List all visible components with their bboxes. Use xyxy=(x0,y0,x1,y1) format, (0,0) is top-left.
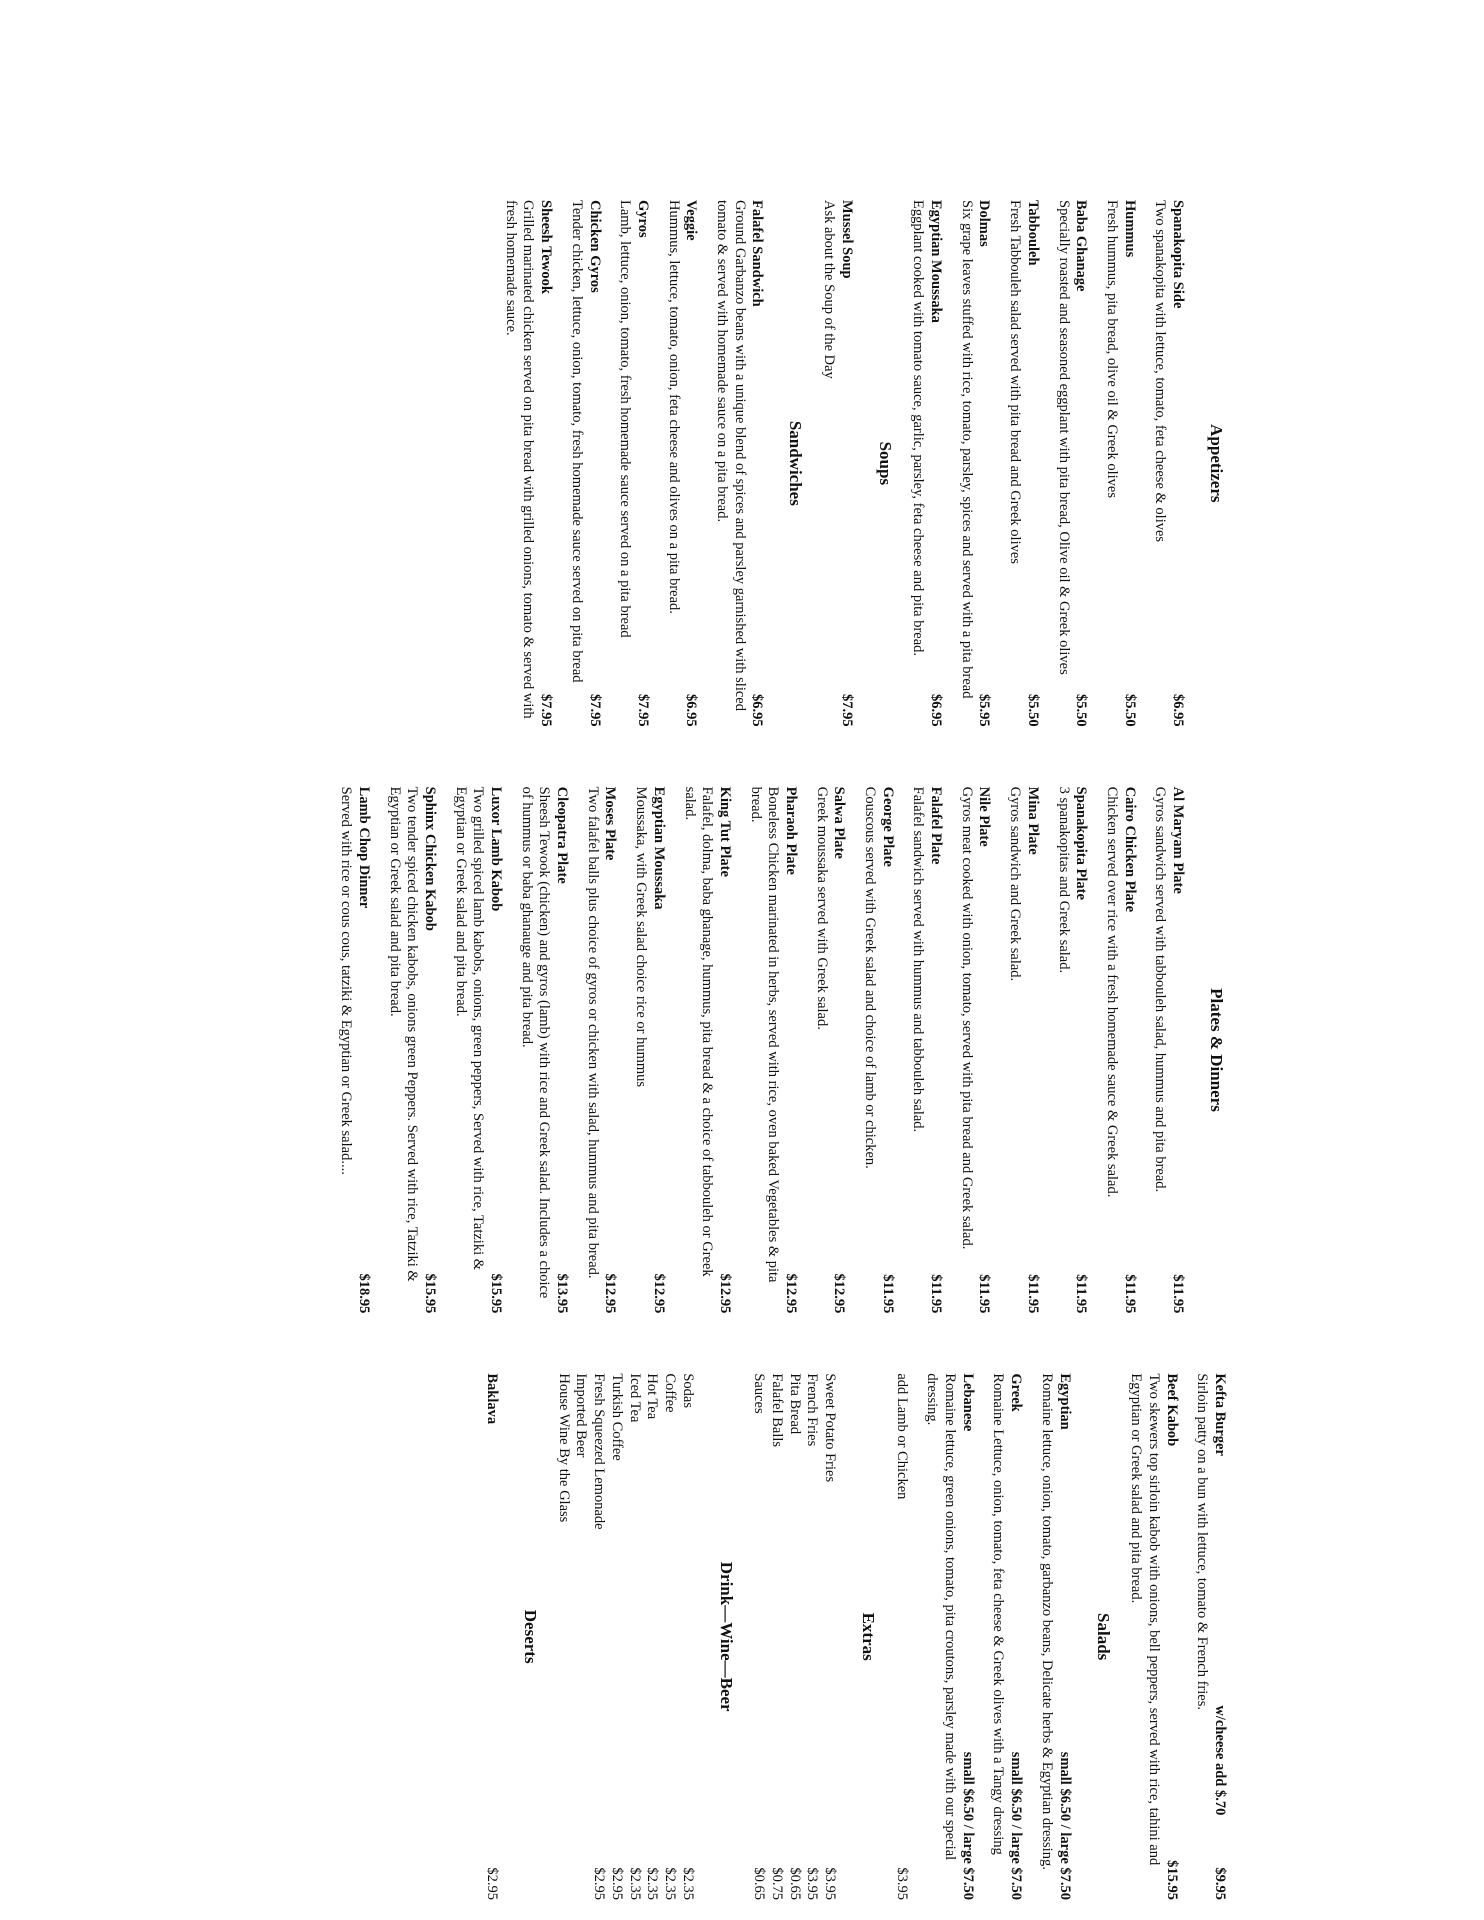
menu-item-description: Two tender spiced chicken kabobs, onions green Peppers. Served with rice, Tatziki & Egyptian or Greek salad and pita bread. xyxy=(386,786,421,1282)
list-item-price: $3.95 xyxy=(804,1867,821,1901)
list-item-price: $2.95 xyxy=(591,1867,608,1901)
menu-item-header xyxy=(682,200,700,727)
menu-item-name: Luxor Lamb Kabob xyxy=(488,786,505,912)
menu-item-header xyxy=(958,1373,976,1900)
salads-list xyxy=(923,1373,1073,1900)
menu-item-note: w/cheese add $.70 xyxy=(1212,1705,1228,1816)
menu-item-description: Chicken served over rice with a fresh homemade sauce & Greek salad. xyxy=(1103,786,1120,1198)
extras-list xyxy=(750,1373,838,1900)
menu-item-description: Two skewers top sirloin kabob with onions, bell peppers, served with rice, tahini and Egyptian or Greek salad and pita bread. xyxy=(1128,1373,1162,1866)
menu-item-price: $7.95 xyxy=(838,694,855,727)
menu-item-name: George Plate xyxy=(879,786,896,867)
menu-item-name: Chicken Gyros xyxy=(586,200,603,293)
menu-item-header xyxy=(975,787,993,1314)
salad-addon-label: add Lamb or Chicken xyxy=(893,1373,910,1500)
menu-item-name: Egyptian Moussaka xyxy=(928,200,945,323)
menu-item-header xyxy=(837,200,855,727)
menu-item-price: $6.95 xyxy=(683,694,700,727)
menu-item-name: Falafel Sandwich xyxy=(749,200,766,307)
menu-item xyxy=(517,787,570,1314)
menu-item-description: Falafel sandwich served with hummus and tabbouleh salad. xyxy=(910,786,927,1133)
menu-item-price: $11.95 xyxy=(1073,1274,1090,1314)
menu-item xyxy=(1054,787,1089,1314)
menu-item-description: Ground Garbanzo beans with a unique blend of spices and parsley garnished with sliced tomato & served with homemade sauce on a pita bread. xyxy=(714,200,748,711)
menu-item-name: Spanakopita Plate xyxy=(1073,786,1090,900)
menu-item-header xyxy=(748,200,766,727)
list-item-price: $3.95 xyxy=(822,1867,839,1901)
menu-item xyxy=(989,1373,1024,1900)
menu-item xyxy=(1006,200,1041,727)
extras-heading: Extras xyxy=(859,1612,879,1661)
menu-item-price: $7.95 xyxy=(586,694,603,727)
menu-item-name: Salwa Plate xyxy=(831,786,848,859)
menu-item-description: Two grilled spiced lamb kabobs, onions, green peppers, Served with rice, Tatziki & Egyptian or Greek salad and pita bread. xyxy=(452,786,487,1271)
list-item-price: $2.35 xyxy=(661,1867,678,1901)
menu-item-name: Pharaoh Plate xyxy=(783,786,799,875)
list-item xyxy=(554,1373,572,1900)
menu-item-description: Gyros meat cooked with onion, tomato, served with pita bread and Greek salad. xyxy=(958,786,975,1250)
menu-item-header xyxy=(878,787,896,1314)
menu-item xyxy=(385,787,438,1314)
menu-item-header xyxy=(1072,200,1090,727)
menu-item-description: Hummus, lettuce, tomato, onion, feta cheese and olives on a pita bread. xyxy=(665,200,682,614)
menu-item xyxy=(712,200,765,727)
list-item xyxy=(482,1373,500,1900)
menu-item-name: Dolmas xyxy=(976,200,993,247)
menu-item-name: Moses Plate xyxy=(602,786,619,861)
menu-item-price: $9.95 xyxy=(1212,1867,1228,1901)
menu-item-description: Fresh hummus, pita bread, olive oil & Greek olives xyxy=(1103,200,1120,499)
deserts-list xyxy=(482,1373,500,1900)
menu-item-header xyxy=(1072,787,1090,1314)
menu-item-description: Greek moussaka served with Greek salad. xyxy=(813,786,830,1030)
menu-item-description: Eggplant cooked with tomato sauce, garlic, parsley, feta cheese and pita bread. xyxy=(910,200,927,657)
menu-item-header xyxy=(1055,1373,1073,1900)
menu-item-description: Romaine lettuce, onion, tomato, garbanzo beans, Delicate herbs & Egyptian dressing. xyxy=(1038,1373,1055,1870)
menu-item-description: Grilled marinated chicken served on pita bread with grilled onions, tomato & served with fresh homemade sauce. xyxy=(502,200,537,719)
menu-item-price: small $6.50 / large $7.50 xyxy=(959,1751,976,1901)
menu-item xyxy=(664,200,699,727)
list-item-price: $2.95 xyxy=(608,1867,625,1901)
list-item xyxy=(625,1373,643,1900)
menu-item-name: Hummus xyxy=(1121,200,1138,258)
sandwiches-list xyxy=(501,200,765,727)
menu-item-price: $5.50 xyxy=(1121,694,1138,727)
list-item-label: Fresh Squeezed Lemonade xyxy=(591,1373,608,1530)
menu-item-header xyxy=(830,787,848,1314)
menu-item xyxy=(1127,1373,1180,1900)
menu-item-name: King Tut Plate xyxy=(716,786,733,877)
menu-item-price: $15.95 xyxy=(488,1273,505,1314)
menu-item-price: $11.95 xyxy=(879,1274,896,1314)
menu-item-description: Gyros sandwich and Greek salad. xyxy=(1007,786,1024,982)
menu-item-description: Served with rice or cous cous, tatziki & Egyptian or Greek salad.... xyxy=(338,786,355,1175)
menu-item-price: $12.95 xyxy=(783,1273,799,1314)
menu-item-header xyxy=(1023,200,1041,727)
menu-item-price: $6.95 xyxy=(1170,694,1186,727)
list-item-label: Iced Tea xyxy=(626,1373,643,1423)
menu-item-description: Sirloin patty on a bun with lettuce, tomato & French fries. xyxy=(1194,1373,1211,1711)
menu-item-price: $18.95 xyxy=(355,1273,372,1314)
menu-item-description: Two falafel balls plus choice of gyros or chicken with salad, hummus and pita bread. xyxy=(584,786,601,1279)
menu-item-name: Nile Plate xyxy=(976,786,993,847)
list-item-label: Falafel Balls xyxy=(769,1373,785,1448)
column-salads-extras-drinks xyxy=(180,1373,1240,1900)
list-item xyxy=(767,1373,785,1900)
menu-item-header xyxy=(649,787,667,1314)
menu-item xyxy=(909,787,944,1314)
menu-item-header xyxy=(1007,1373,1025,1900)
menu-item-price: $12.95 xyxy=(831,1273,848,1314)
menu-item xyxy=(1151,787,1186,1314)
menu-item-description: Romaine Lettuce, onion, tomato, feta cheese & Greek olives with a Tangy dressing xyxy=(990,1373,1007,1855)
list-item xyxy=(643,1373,661,1900)
menu-item xyxy=(923,1373,976,1900)
drinks-heading: Drink—Wine—Beer xyxy=(716,1561,736,1712)
menu-item-header xyxy=(633,200,651,727)
menu-item-name: Lebanese xyxy=(959,1373,976,1432)
menu-item-price: $11.95 xyxy=(928,1274,945,1314)
menu-item xyxy=(860,787,895,1314)
menu-item-header xyxy=(715,787,733,1314)
menu-item-header xyxy=(1162,1373,1180,1900)
menu-item xyxy=(957,200,992,727)
menu-item-name: Tabbouleh xyxy=(1024,200,1041,266)
list-item-label: Turkish Coffee xyxy=(608,1373,625,1461)
menu-item-description: Two spanakopita with lettuce, tomato, feta cheese & olives xyxy=(1152,200,1169,543)
list-item-price: $2.95 xyxy=(484,1867,501,1901)
menu-item xyxy=(451,787,504,1314)
menu-item-price: $12.95 xyxy=(602,1273,619,1314)
menu-item-description: Couscous served with Greek salad and choice of lamb or chicken. xyxy=(862,786,879,1169)
menu-item-price: $5.50 xyxy=(1073,694,1090,727)
menu-item-description: Gyros sandwich served with tabbouleh salad, hummus and pita bread. xyxy=(1152,786,1169,1193)
menu-item-price: $5.95 xyxy=(976,694,993,727)
menu-item xyxy=(957,787,992,1314)
list-item-price: $2.35 xyxy=(679,1867,696,1901)
menu-item-price: $13.95 xyxy=(554,1273,571,1314)
list-item xyxy=(607,1373,625,1900)
menu-item-price: small $6.50 / large $7.50 xyxy=(1056,1751,1073,1901)
menu-item-price: $11.95 xyxy=(1121,1274,1138,1314)
appetizers-list xyxy=(909,200,1186,727)
menu-item xyxy=(501,200,554,727)
menu-item-price: $6.95 xyxy=(928,694,945,727)
menu-item-price: $5.50 xyxy=(1024,694,1041,727)
menu-item xyxy=(812,787,847,1314)
menu-item-header xyxy=(601,787,619,1314)
menu-item-name: Baba Ghanage xyxy=(1073,200,1090,292)
column-appetizers-soups-sandwiches xyxy=(180,200,1240,727)
list-item-label: French Fries xyxy=(804,1373,821,1447)
menu-item-name: Lamb Chop Dinner xyxy=(355,786,372,909)
column-plates-dinners xyxy=(180,787,1240,1314)
menu-item-name: Cairo Chicken Plate xyxy=(1121,786,1138,913)
menu-item-price: $11.95 xyxy=(1024,1274,1041,1314)
menu-item xyxy=(746,787,799,1314)
list-item-label: Hot Tea xyxy=(644,1373,661,1420)
menu-item-description: Ask about the Soup of the Day xyxy=(821,200,838,379)
menu-item-price: $11.95 xyxy=(976,1274,993,1314)
salad-addon-price: $3.95 xyxy=(893,1867,910,1901)
list-item xyxy=(678,1373,696,1900)
list-item xyxy=(820,1373,838,1900)
menu-item xyxy=(819,200,854,727)
drinks-list xyxy=(554,1373,696,1900)
menu-item-name: Falafel Plate xyxy=(928,786,945,865)
list-item-price: $2.35 xyxy=(626,1867,643,1901)
menu-item-header xyxy=(1168,787,1186,1314)
menu-item-header xyxy=(585,200,603,727)
list-item xyxy=(750,1373,768,1900)
list-item xyxy=(660,1373,678,1900)
menu-item-header xyxy=(354,787,372,1314)
menu-item-name: Veggie xyxy=(683,200,700,241)
menu-item-description: Lamb, lettuce, onion, tomato, fresh homemade sauce served on a pita bread xyxy=(617,200,634,638)
menu-item xyxy=(1193,1373,1228,1900)
list-item-price: $0.65 xyxy=(786,1867,803,1901)
menu-item xyxy=(909,200,944,727)
list-item-price: $0.75 xyxy=(769,1867,785,1901)
menu-item xyxy=(337,787,372,1314)
menu-item-name: Gyros xyxy=(634,200,651,238)
menu-item-header xyxy=(1120,200,1138,727)
list-item-label: Sodas xyxy=(679,1373,696,1408)
menu-sheet xyxy=(180,200,1240,1900)
list-item-label: Baklava xyxy=(484,1373,501,1425)
menu-item-name: Greek xyxy=(1008,1373,1025,1412)
menu-item-price: $7.95 xyxy=(634,694,651,727)
soups-list xyxy=(819,200,854,727)
menu-item xyxy=(567,200,602,727)
appetizers-heading: Appetizers xyxy=(1207,424,1226,503)
salads-heading: Salads xyxy=(1093,1613,1113,1661)
menu-item-header xyxy=(486,787,504,1314)
sandwiches-heading: Sandwiches xyxy=(786,420,806,506)
menu-item xyxy=(616,200,651,727)
menu-item-header xyxy=(1168,200,1186,727)
deserts-heading: Deserts xyxy=(521,1609,541,1664)
menu-item-header xyxy=(1210,1373,1228,1900)
menu-item-description: Six grape leaves stuffed with rice, tomato, parsley, spices and served with a pita bread xyxy=(958,200,975,699)
menu-item xyxy=(1102,787,1137,1314)
menu-item xyxy=(1151,200,1186,727)
salad-addon xyxy=(892,1373,910,1900)
menu-item xyxy=(1037,1373,1072,1900)
menu-item-name: Cleopatra Plate xyxy=(554,786,571,884)
menu-item xyxy=(1102,200,1137,727)
menu-item-header xyxy=(537,200,555,727)
menu-item-description: Boneless Chicken marinated in herbs, served with rice, oven baked Vegetables & pita bread. xyxy=(747,786,782,1283)
list-item-label: Imported Beer xyxy=(573,1373,590,1458)
menu-item-name: Sheesh Tewook xyxy=(538,200,555,294)
menu-item-description: Fresh Tabbouleh salad served with pita bread and Greek olives xyxy=(1007,200,1024,564)
menu-item xyxy=(1006,787,1041,1314)
menu-item xyxy=(680,787,733,1314)
menu-item-price: $7.95 xyxy=(538,694,555,727)
menu-item-name: Beef Kabob xyxy=(1163,1373,1180,1447)
menu-item-price: $15.95 xyxy=(422,1273,438,1314)
soups-heading: Soups xyxy=(875,441,895,486)
menu-item-name: Al Maryam Plate xyxy=(1170,786,1186,894)
list-item xyxy=(785,1373,803,1900)
list-item-price: $0.65 xyxy=(751,1867,768,1901)
menu-item-name: Kefta Burger xyxy=(1212,1373,1228,1456)
burger-kabob-list xyxy=(1127,1373,1228,1900)
list-item-label: Sweet Potato Fries xyxy=(822,1373,839,1483)
list-item-price: $2.35 xyxy=(644,1867,661,1901)
menu-item-price: small $6.50 / large $7.50 xyxy=(1008,1751,1025,1901)
menu-item-description: Sheesh Tewook (chicken) and gyros (lamb) with rice and Greek salad. Includes a choice of hummus or baba ghanauge and pita bread. xyxy=(518,786,553,1299)
menu-item xyxy=(583,787,618,1314)
menu-item xyxy=(1054,200,1089,727)
list-item xyxy=(803,1373,821,1900)
list-item xyxy=(572,1373,590,1900)
menu-item-header xyxy=(552,787,570,1314)
menu-item-description: Falafel, dolma, baba ghanage, hummus, pita bread & a choice of tabbouleh or Greek salad. xyxy=(681,786,716,1277)
menu-item-description: Tender chicken, lettuce, onion, tomato, fresh homemade sauce served on pita bread xyxy=(568,200,585,683)
plates-heading: Plates & Dinners xyxy=(1207,988,1226,1112)
menu-item-price: $11.95 xyxy=(1170,1274,1186,1314)
menu-item xyxy=(632,787,667,1314)
menu-item-header xyxy=(926,787,944,1314)
list-item-label: Pita Bread xyxy=(786,1373,803,1435)
menu-item-name: Sphinx Chicken Kabob xyxy=(422,786,438,931)
list-item xyxy=(590,1373,608,1900)
menu-item-header xyxy=(781,787,799,1314)
menu-item-name: Egyptian Moussaka xyxy=(650,786,667,910)
menu-item-name: Egyptian xyxy=(1056,1373,1073,1430)
list-item-label: Coffee xyxy=(661,1373,678,1413)
menu-item-header xyxy=(420,787,438,1314)
menu-item-name: Mina Plate xyxy=(1024,786,1041,855)
menu-item-description: 3 spanakopitas and Greek salad. xyxy=(1055,786,1072,974)
menu-item-name: Spanakopita Side xyxy=(1170,200,1186,309)
menu-item-description: Specially roasted and seasoned eggplant with pita bread, Olive oil & Greek olives xyxy=(1055,200,1072,675)
menu-item-header xyxy=(1120,787,1138,1314)
plates-list xyxy=(337,787,1186,1314)
menu-item-header xyxy=(975,200,993,727)
menu-item-description: Romaine lettuce, green onions, tomato, pita croutons, parsley made with our special dressing. xyxy=(924,1373,959,1861)
menu-item-description: Moussaka, with Greek salad choice rice or hummus xyxy=(633,786,650,1088)
menu-item-header xyxy=(1023,787,1041,1314)
menu-item-price: $12.95 xyxy=(650,1273,667,1314)
menu-item-price: $12.95 xyxy=(716,1273,733,1314)
menu-item-name: Mussel Soup xyxy=(838,200,855,279)
menu-item-price: $15.95 xyxy=(1163,1860,1180,1901)
menu-item-price: $6.95 xyxy=(749,694,766,727)
menu-item-header xyxy=(926,200,944,727)
list-item-label: House Wine By the Glass xyxy=(555,1373,572,1523)
list-item-label: Sauces xyxy=(751,1373,768,1414)
